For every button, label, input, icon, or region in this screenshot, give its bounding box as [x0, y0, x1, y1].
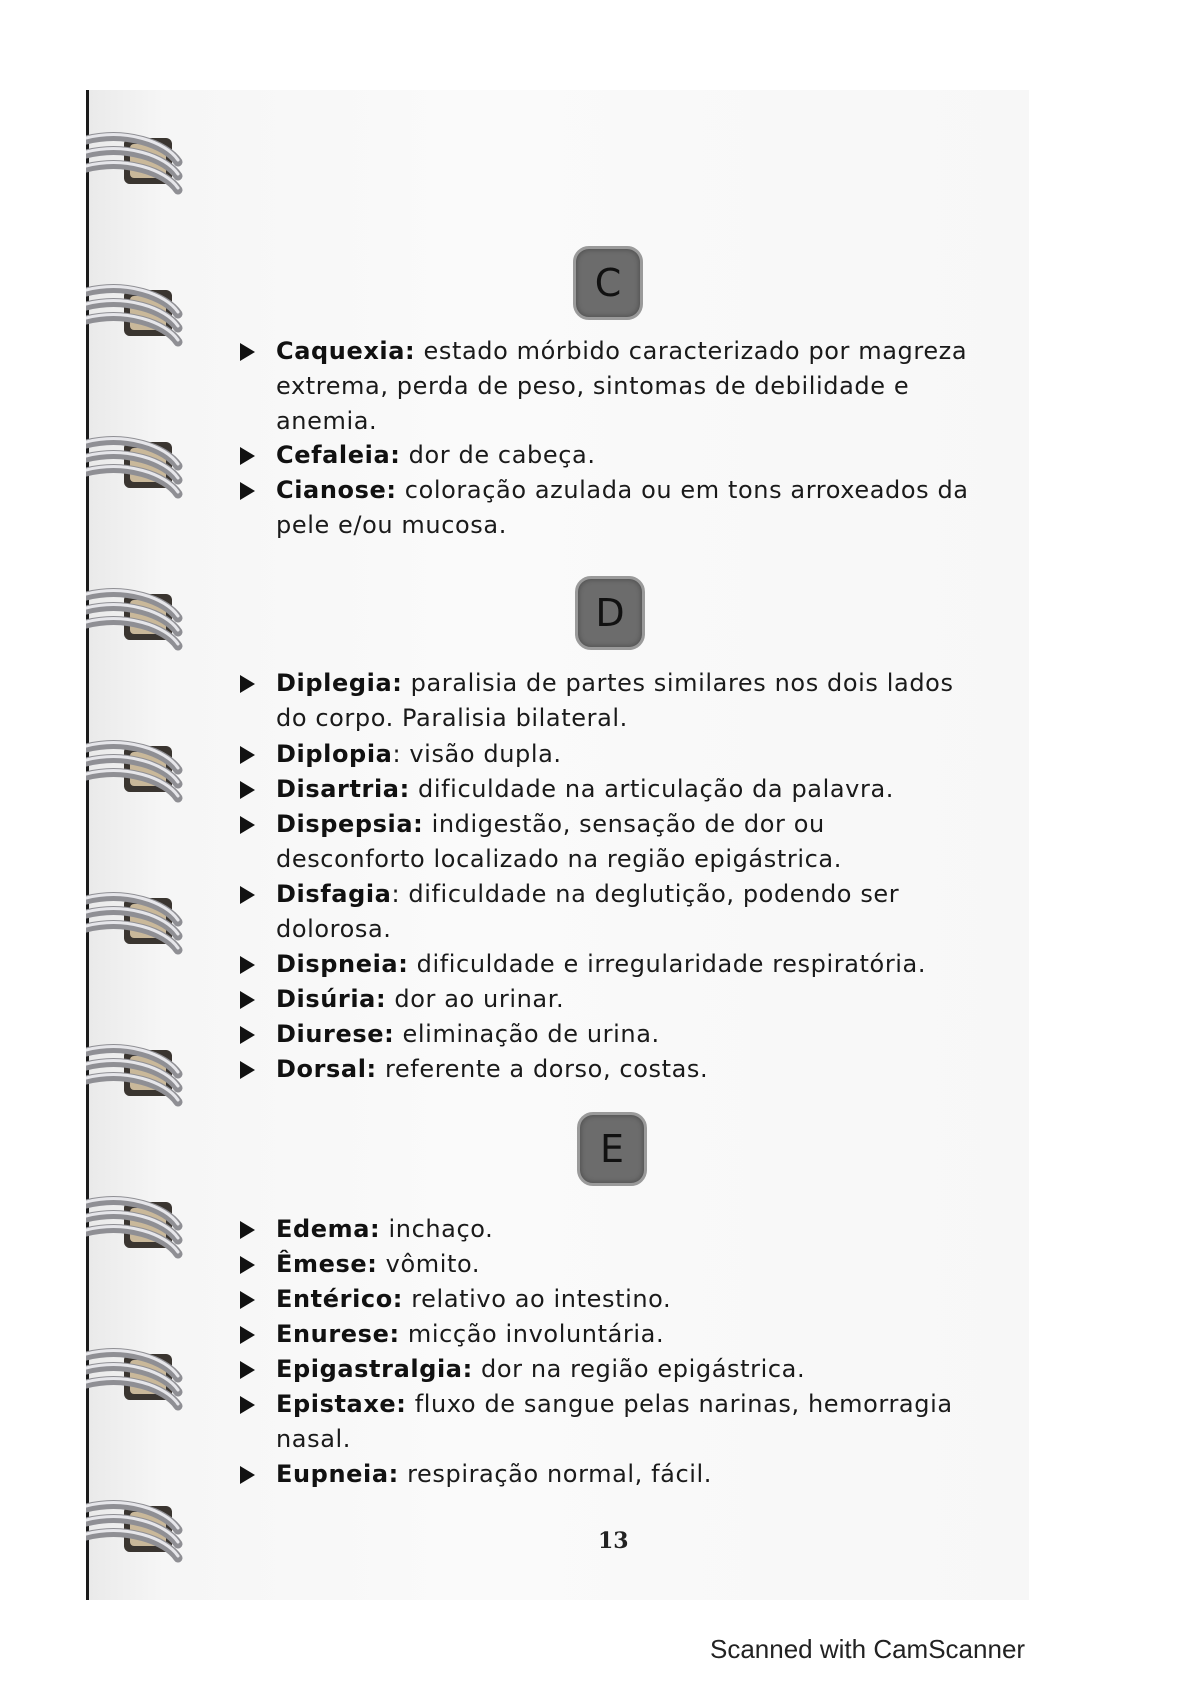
entry-term: Disartria:	[276, 775, 410, 803]
spiral-coil	[86, 895, 178, 950]
entry-definition: vômito.	[377, 1250, 481, 1278]
entry-definition: dificuldade e irregularidade respiratória.	[408, 950, 927, 978]
entry-definition: dificuldade na articulação da palavra.	[409, 775, 894, 803]
spiral-coil	[86, 135, 178, 190]
entry-dispepsia	[240, 807, 980, 877]
entry-definition: dor ao urinar.	[386, 985, 565, 1013]
bullet-arrow-icon	[240, 1361, 255, 1379]
entry-term: Epigastralgia:	[276, 1355, 473, 1383]
entry-definition: referente a dorso, costas.	[376, 1055, 709, 1083]
spiral-coil	[86, 439, 178, 494]
entry-definition: fluxo de sangue pelas narinas, hemorragia nasal.	[276, 1390, 953, 1453]
spiral-coil	[86, 591, 178, 646]
entry-epigastralgia	[240, 1352, 980, 1387]
spiral-coils	[86, 135, 178, 1558]
bullet-arrow-icon	[240, 1326, 255, 1344]
section-letter-e: E	[577, 1112, 647, 1186]
spiral-binding	[86, 0, 196, 1684]
entry-term: Diplegia:	[276, 669, 403, 697]
bullet-arrow-icon	[240, 956, 255, 974]
entry-definition: inchaço.	[380, 1215, 494, 1243]
bullet-arrow-icon	[240, 1466, 255, 1484]
entry-definition: dor de cabeça.	[400, 441, 596, 469]
entry-term: Disúria:	[276, 985, 387, 1013]
entry-definition: dor na região epigástrica.	[472, 1355, 806, 1383]
bullet-arrow-icon	[240, 1256, 255, 1274]
entry-definition: micção involuntária.	[399, 1320, 665, 1348]
entry-term: Cianose:	[276, 476, 397, 504]
entry-term: Cefaleia:	[276, 441, 401, 469]
entry-definition: coloração azulada ou em tons arroxeados da pele e/ou mucosa.	[276, 476, 969, 539]
entry-definition: relativo ao intestino.	[403, 1285, 672, 1313]
bullet-arrow-icon	[240, 1291, 255, 1309]
entry-epistaxe	[240, 1387, 980, 1457]
spiral-coil	[86, 287, 178, 342]
section-letter-d: D	[575, 576, 645, 650]
scanner-watermark: Scanned with CamScanner	[710, 1634, 1026, 1664]
spiral-coil	[86, 1047, 178, 1102]
bullet-arrow-icon	[240, 816, 255, 834]
bullet-arrow-icon	[240, 482, 255, 500]
entry-definition: estado mórbido caracterizado por magreza extrema, perda de peso, sintomas de debilidade e anemia.	[276, 337, 968, 435]
bullet-arrow-icon	[240, 1061, 255, 1079]
entry-enurese	[240, 1317, 980, 1352]
entry-disartria	[240, 772, 980, 807]
entry-emese	[240, 1247, 980, 1282]
entry-edema	[240, 1212, 980, 1247]
entry-term: Disfagia	[276, 880, 392, 908]
section-letter-c: C	[573, 246, 643, 320]
spiral-coil	[86, 743, 178, 798]
bullet-arrow-icon	[240, 343, 255, 361]
bullet-arrow-icon	[240, 886, 255, 904]
entry-term: Edema:	[276, 1215, 381, 1243]
spiral-coil	[86, 1503, 178, 1558]
bullet-arrow-icon	[240, 675, 255, 693]
spiral-coil	[86, 1351, 178, 1406]
entry-term: Diurese:	[276, 1020, 395, 1048]
page-number: 13	[598, 1528, 629, 1554]
bullet-arrow-icon	[240, 1221, 255, 1239]
entry-term: Eupneia:	[276, 1460, 399, 1488]
entry-disuria	[240, 982, 980, 1017]
entry-dorsal	[240, 1052, 980, 1087]
entry-definition: paralisia de partes similares nos dois lados do corpo. Paralisia bilateral.	[276, 669, 954, 732]
bullet-arrow-icon	[240, 1026, 255, 1044]
entry-definition: respiração normal, fácil.	[398, 1460, 713, 1488]
entry-term: Entérico:	[276, 1285, 404, 1313]
entry-definition: indigestão, sensação de dor ou desconforto localizado na região epigástrica.	[276, 810, 842, 873]
entry-term: Êmese:	[276, 1250, 378, 1278]
bullet-arrow-icon	[240, 991, 255, 1009]
entry-cianose	[240, 473, 980, 543]
entry-definition: eliminação de urina.	[394, 1020, 660, 1048]
entry-enterico	[240, 1282, 980, 1317]
entry-definition: : dificuldade na deglutição, podendo ser dolorosa.	[276, 880, 900, 943]
entry-term: Caquexia:	[276, 337, 416, 365]
bullet-arrow-icon	[240, 746, 255, 764]
bullet-arrow-icon	[240, 1396, 255, 1414]
spiral-coil	[86, 1199, 178, 1254]
entry-caquexia	[240, 334, 980, 439]
bullet-arrow-icon	[240, 781, 255, 799]
entry-eupneia	[240, 1457, 980, 1492]
entry-term: Diplopia	[276, 740, 393, 768]
entry-term: Dispneia:	[276, 950, 409, 978]
entry-dispneia	[240, 947, 980, 982]
entry-disfagia	[240, 877, 980, 947]
bullet-arrow-icon	[240, 447, 255, 465]
entry-definition: : visão dupla.	[392, 740, 562, 768]
entry-diplegia	[240, 666, 980, 736]
entry-diplopia	[240, 737, 980, 772]
entry-diurese	[240, 1017, 980, 1052]
entry-term: Dorsal:	[276, 1055, 377, 1083]
entry-term: Dispepsia:	[276, 810, 424, 838]
entry-term: Enurese:	[276, 1320, 400, 1348]
entry-cefaleia	[240, 438, 980, 473]
entry-term: Epistaxe:	[276, 1390, 407, 1418]
